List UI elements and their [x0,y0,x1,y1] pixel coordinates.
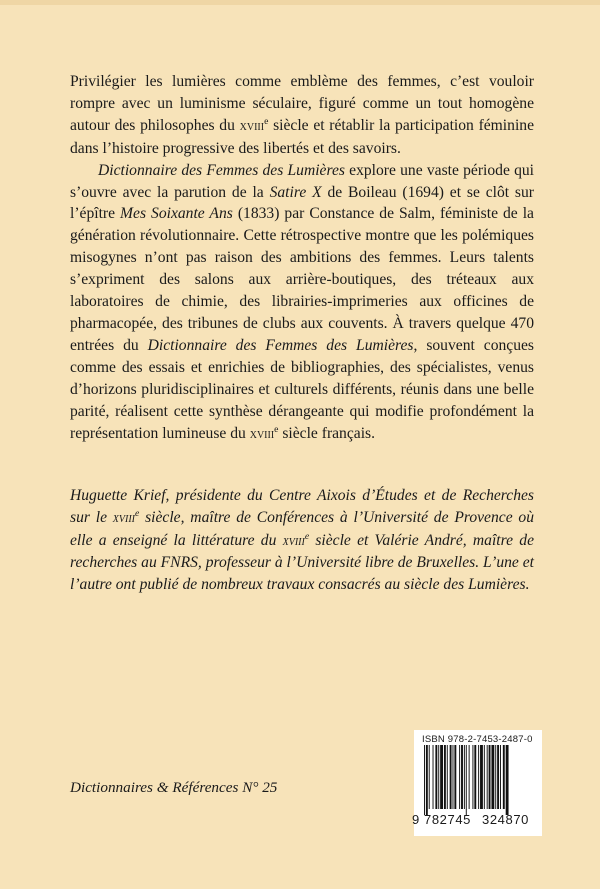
barcode-bar [484,745,485,809]
barcode-bars [424,745,540,815]
description-text: (1833) par Constance de Salm, féministe de la génération révolutionnaire. Cette rétrospective montre que les polémiques misogynes n’ont pas raison des ambitions des femmes. Leurs talents s’expriment des salons aux arrière-boutiques, des tréteaux aux laboratoires de chimie, des librairies-imprimeries aux officines de pharmacopée, des tribunes de clubs aux couvents. À travers quelque 470 entrées du [70,205,534,354]
intro-paragraph [70,71,534,160]
barcode-bar [453,745,454,809]
bio-text: Huguette Krief, présidente du Centre Aixois d’Études et de Recherches sur le [70,487,534,526]
barcode-bar [491,745,494,809]
barcode-bar [503,745,505,809]
barcode-bar [447,745,448,809]
barcode-bar [474,745,476,809]
barcode-bar [440,745,443,809]
barcode-bar [438,745,439,809]
epitre-title: Mes Soixante Ans [120,205,233,223]
barcode-bar [450,745,452,809]
top-edge [0,0,600,5]
intro-text-end: siècle et rétablir la participation féminine dans l’histoire progressive des libertés et des savoirs. [70,116,534,157]
barcode-group-right: 324870 [482,812,529,827]
century-label: xviii [112,509,136,526]
barcode-bar [444,745,446,809]
authors-bio [70,485,534,596]
intro-text: Privilégier les lumières comme emblème des femmes, c’est vouloir rompre avec un luminisme séculaire, figuré comme un tout homogène autour des philosophes du [70,73,534,134]
barcode-bar [433,745,434,809]
century-label: xviii [282,532,305,549]
description-text: , souvent conçues comme des essais et enrichies de bibliographies, des spécialistes, venus d’horizons pluridisciplinaires et culturels différents, réunis dans une belle parité, réalisent cette synthèse dérangeante qui modifie profondément la représentation lumineuse du [70,336,534,442]
barcode-bar [506,745,509,815]
barcode-bar [459,745,460,809]
barcode-bar [464,745,465,809]
barcode-bar [435,745,437,809]
century-label: xviii [249,425,275,442]
back-cover-text [70,71,534,445]
century-sup: e [304,530,310,542]
barcode-bar [487,745,488,809]
barcode-bar [466,745,467,815]
barcode-bar [480,745,483,809]
bio-text-end: siècle et Valérie André, maître de recherches au FNRS, professeur à l’Université libre de Bruxelles. L’une et l’autre ont publié de nombreux travaux consacrés au siècle des Lumières. [70,531,534,594]
barcode-bar [424,745,425,815]
barcode-bar [489,745,491,809]
barcode-bar [429,745,430,809]
century-sup: e [264,115,269,127]
description-paragraph [70,160,534,446]
barcode-bar [497,745,499,809]
barcode-bar [500,745,501,809]
century-sup: e [135,507,140,519]
barcode-bar [478,745,479,809]
barcode-group-left: 782745 [424,812,471,827]
barcode-bar [454,745,456,809]
barcode-bar [495,745,496,809]
barcode-digits [412,812,542,832]
book-title: Dictionnaire des Femmes des Lumières [98,161,345,179]
satire-title: Satire X [269,183,322,201]
barcode-bar [426,745,428,815]
description-text-end: siècle français. [278,424,375,442]
barcode-bar [472,745,473,809]
barcode-digit-first: 9 [412,812,420,827]
description-text: de Boileau (1694) et se clôt sur l’épître [70,183,534,223]
barcode-bar [461,745,463,809]
century-sup: e [274,423,279,435]
book-title: Dictionnaire des Femmes des Lumières [147,336,414,354]
isbn-label: ISBN 978-2-7453-2487-0 [422,734,533,745]
description-text: explore une vaste période qui s’ouvre avec la parution de la [70,161,534,201]
century-label: xviii [239,117,265,134]
barcode-bar [469,745,470,809]
series-label: Dictionnaires & Références N° 25 [70,779,278,796]
bio-text: siècle, maître de Conférences à l’Université de Provence où elle a enseigné la littérature du [70,508,535,549]
